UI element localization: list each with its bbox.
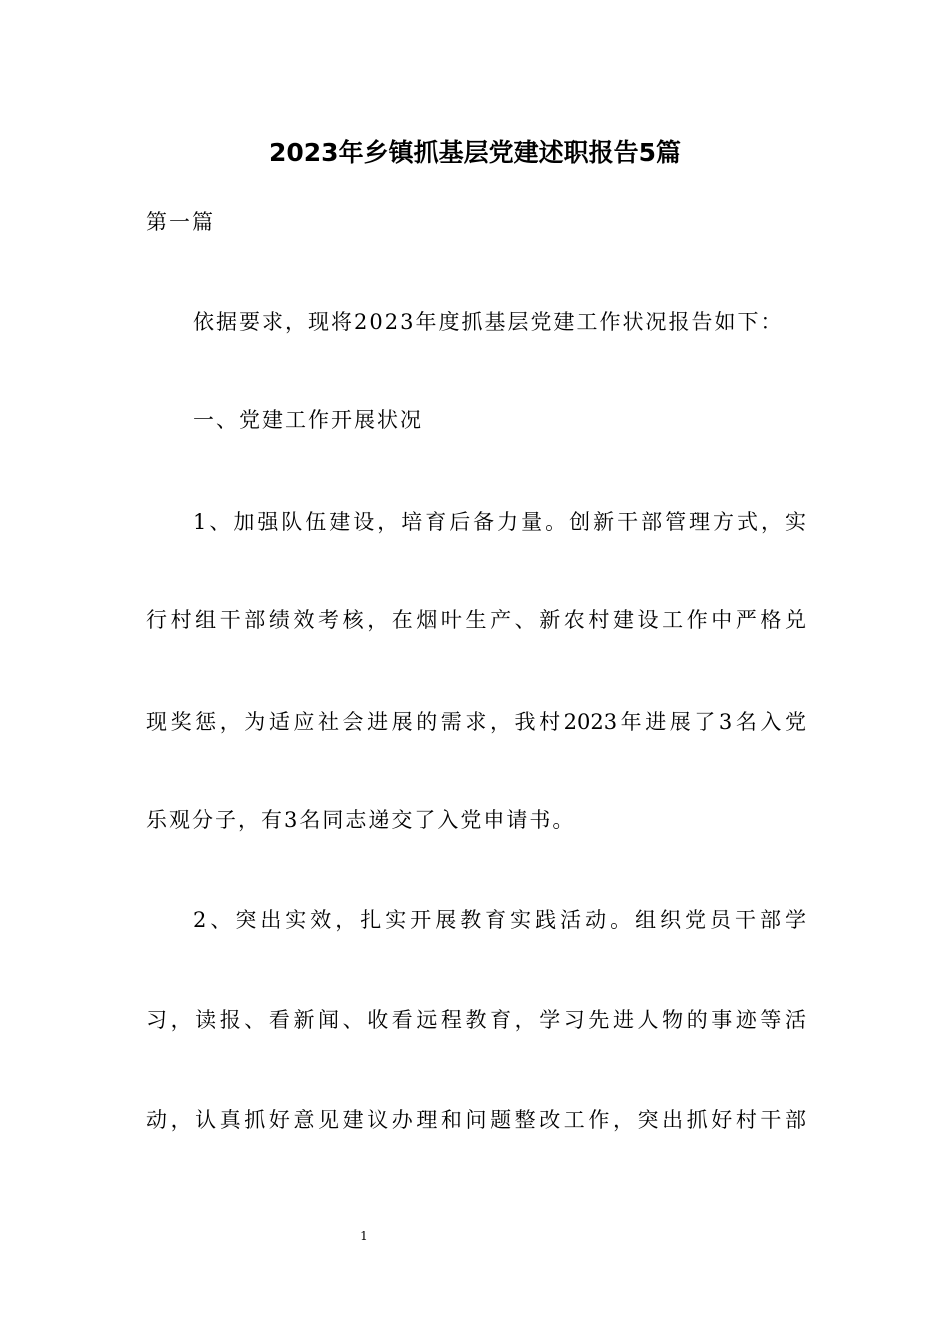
paragraph-line: 行村组干部绩效考核，在烟叶生产、新农村建设工作中严格兑 <box>146 608 806 632</box>
page-number: 1 <box>360 1229 368 1243</box>
paragraph-line: 2、突出实效，扎实开展教育实践活动。组织党员干部学 <box>193 908 806 932</box>
paragraph-line: 习，读报、看新闻、收看远程教育，学习先进人物的事迹等活 <box>146 1008 806 1032</box>
paragraph-line: 现奖惩，为适应社会进展的需求，我村2023年进展了3名入党 <box>146 710 806 734</box>
section-heading: 一、党建工作开展状况 <box>193 408 423 432</box>
paragraph-line: 动，认真抓好意见建议办理和问题整改工作，突出抓好村干部 <box>146 1108 806 1132</box>
paragraph-line: 乐观分子，有3名同志递交了入党申请书。 <box>146 808 576 832</box>
paragraph-line: 依据要求，现将2023年度抓基层党建工作状况报告如下： <box>193 310 784 334</box>
section-label: 第一篇 <box>146 210 215 234</box>
document-title: 2023年乡镇抓基层党建述职报告5篇 <box>269 138 681 167</box>
paragraph-line: 1、加强队伍建设，培育后备力量。创新干部管理方式，实 <box>193 510 806 534</box>
